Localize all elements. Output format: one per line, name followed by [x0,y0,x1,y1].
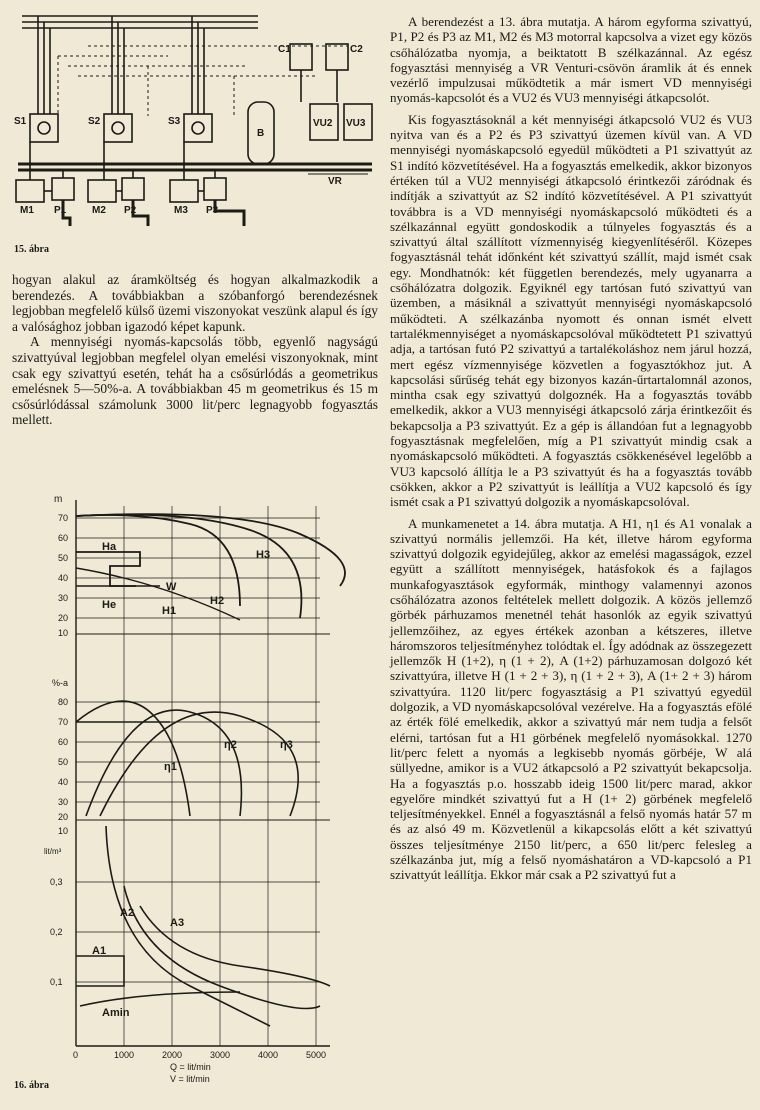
label-vu3: VU3 [346,118,366,129]
label-m1: M1 [20,205,34,216]
label-s2: S2 [88,116,101,127]
eta-tick-60: 60 [58,737,69,747]
x-tick-5000: 5000 [306,1050,327,1060]
a-tick-03: 0,3 [50,877,63,887]
x-tick-1000: 1000 [114,1050,135,1060]
x-label-q: Q = lit/min [170,1062,211,1072]
unit-h: m [54,494,63,505]
unit-eta: %-a [52,678,69,688]
right-paragraph-2: Kis fogyasztásoknál a két mennyiségi átkapcsoló VU2 és VU3 nyitva van és a P2 és P3 szivattyú üzemen kívül van. A VD mennyiségi nyomáskapcsoló egyedül működteti a P1 szivattyút az S1 indító közvetítésével. Ha a fogyasztás emelkedik, akkor bizonyos értéken túl a VU2 mennyiségi átkapcsoló érintkezői záródnak és indítják a szivattyút az S2 indító közvetítésével. A P1 szivattyút továbbra is a VD mennyiségi nyomáskapcsoló működteti és a szélkazánnal együtt gondoskodik a túlnyeles fogyasztás és a szivattyú által szállított vízmennyiség kiegyenlítéséről. Közepes fogyasztásnál tehát időnként két szivattyú szállít, majd ismét csak egy. Mondhatnók: két független berendezés, mely ugyanarra a csőhálózatra dolgozik. Egyiknél egy tartósan futó szivattyú van üzemben, a másiknál a szivattyút mennyiségi nyomáskapcsoló működteti. A szélkazánba nyomott és onnan ismét elvett tartalékmennyiséget a nyomáskapcsolóval működtetett P1 szivattyú adja, a tartósan futó P2 szivattyú a tartalékoláshoz nem járul hozzá, mert egész vízmennyisége közvetlen a fogyasztókhoz jut. A kapcsolási sűrűség tehát egy bizonyos kazán-űrtartalomnál azonos, mintha csak egy szivattyú dolgoznék. Ha a fogyasztás tovább emelkedik, akkor a VU3 mennyiségi átkapcsoló zárja érintkezőit és bekapcsolja a P3 szivattyút. Ez a gép is állandóan fut a legnagyobb fogyasztásnak megfelelően, míg a P1 szivattyút mindig csak a nyomáskapcsoló működteti. A fogyasztás csökkenésével legelőbb a VU3 kapcsoló állítja le a P3 szivattyút és ha a fogyasztás tovább csökken, akkor a P2 szivattyút is leállítja a VU2 kapcsoló és így ismét csak a P1 szivattyú dolgozik a nyomáskapcsolóval. [390,111,752,510]
label-b: B [257,128,265,139]
curve-label-he: He [102,599,117,611]
label-c1: C1 [278,44,291,55]
eta-tick-30: 30 [58,797,69,807]
x-tick-0: 0 [73,1050,79,1060]
a-tick-02: 0,2 [50,927,63,937]
figure-15-caption: 15. ábra [14,244,49,255]
x-tick-4000: 4000 [258,1050,279,1060]
right-column-text [390,14,752,889]
curve-label-a1: A1 [92,945,107,957]
label-c2: C2 [350,44,363,55]
curve-label-a3: A3 [170,917,185,929]
a-tick-01: 0,1 [50,977,63,987]
label-s3: S3 [168,116,181,127]
curve-label-h2: H2 [210,595,225,607]
label-p3: P3 [206,205,219,216]
h-tick-20: 20 [58,613,69,623]
h-tick-30: 30 [58,593,69,603]
eta-tick-70: 70 [58,717,69,727]
figure-16-chart [40,486,378,1086]
h-tick-60: 60 [58,533,69,543]
curve-label-h3: H3 [256,549,271,561]
eta-tick-80: 80 [58,697,69,707]
x-tick-2000: 2000 [162,1050,183,1060]
x-label-v: V = lit/min [170,1074,210,1084]
curve-label-eta1: η1 [164,761,177,773]
label-m3: M3 [174,205,188,216]
label-s1: S1 [14,116,27,127]
label-vr: VR [328,176,342,187]
curve-label-a2: A2 [120,907,135,919]
label-m2: M2 [92,205,106,216]
label-vu2: VU2 [313,118,333,129]
eta-tick-40: 40 [58,777,69,787]
curve-label-h1: H1 [162,605,177,617]
label-p2: P2 [124,205,137,216]
right-paragraph-1: A berendezést a 13. ábra mutatja. A három egyforma szivattyú, P1, P2 és P3 az M1, M2 és M3 motorral kapcsolva a vizet egy közös csőhálózatba nyomja, a beiktatott B szélkazánnal. Az egész fogyasztási mennyiség a VR Venturi-csövön áramlik át és ennek vezérlő impulzusai működtetik a már ismert VD mennyiségi nyomás-kapcsolót és a VU2 és VU3 mennyiségi átkapcsolót. [390,14,752,106]
left-paragraph-1: hogyan alakul az áramköltség és hogyan alkalmazkodik a berendezés. A továbbiakban a szóbanforgó berendezésnek legjobban megfelelő külső üzemi viszonyokat veszünk alapul és így a valósághoz jobban igazodó képet kapunk. [12,272,378,334]
left-paragraph-2: A mennyiségi nyomás-kapcsolás több, egyenlő nagyságú szivattyúval legjobban megfelel olyan emelési viszonyoknak, mint csak egy szivattyú esetén, tehát ha a csősúrlódás a geometrikus emelésnek 5—50%-a. A továbbiakban 45 m geometrikus és 15 m csősúrlódással számolunk 3000 lit/perc legnagyobb fogyasztás mellett. [12,334,378,428]
eta-tick-10: 10 [58,826,69,836]
figure-15-schematic [8,6,376,242]
h-tick-50: 50 [58,553,69,563]
eta-tick-20: 20 [58,812,69,822]
eta-tick-50: 50 [58,757,69,767]
curve-label-ha: Ha [102,541,117,553]
h-tick-10: 10 [58,628,69,638]
unit-a: lit/m³ [44,847,62,856]
label-p1: P1 [54,205,67,216]
curve-label-eta2: η2 [224,739,237,751]
left-column-text [12,272,378,428]
curve-label-w: W [166,581,177,593]
h-tick-70: 70 [58,513,69,523]
figure-16-caption: 16. ábra [14,1080,49,1091]
right-paragraph-3: A munkamenetet a 14. ábra mutatja. A H1, η1 és A1 vonalak a szivattyú normális jellemzői. Ha két, illetve három egyforma szivattyú dolgozik egyidejűleg, akkor az emelési magasságok, ezzel együtt a szállított mennyiségek, hatásfokok és a fajlagos munkafogyasztások egyformák, minthogy valamennyi azonos csőhálózatra azonos feltételek mellett dolgozik. A közös jellemző görbék párhuzamos menetnél tehát hasonlók az egyik szivattyú jellemzőihez, az egyes értékek azonban a kétszeres, illetve háromszoros teljesítményhez tolódtak el. Így adódnak az összegezett jellemzők H (1+2), η (1 + 2), A (1+2) párhuzamosan dolgozó két szivattyúra, illetve H (1 + 2 + 3), η (1 + 2 + 3), A (1+ 2 + 3) három szivattyúra. 1120 lit/perc fogyasztásig a P1 szivattyú egyedül dolgozik, a VD nyomáskapcsolóval vezérelve. Ha a fogyasztás efölé az érték fölé emelkedik, akkor a szivattyú már nem tudja a felsőt elérni, tartósan fut a H1 görbének megfelelő nyomásokkal. 1270 lit/perc felett a nyomás a legkisebb nyomás görbéje, W alá süllyedne, amikor is a VU2 átkapcsoló a P2 szivattyút bekapcsolja. Ha a fogyasztás p.o. hosszabb ideig 1500 lit/perc marad, akkor egyelőre mindkét szivattyú fut a H (1+ 2) görbének megfelelő teljesítményekkel. Ennél a fogyasztásnál a felső nyomás határ 57 m és az alsó 49 m. Közvetlenül a kikapcsolás előtt a két szivattyú összes teljesítménye 2150 lit/perc, a 650 lit/perc felesleg a szélkazánba jut, míg a felső nyomáshatáron a VD-kapcsoló a P1 szivattyút leállítja. Ekkor már csak a P2 szivattyú fut a [390,515,752,883]
curve-label-eta3: η3 [280,739,293,751]
h-tick-40: 40 [58,573,69,583]
x-tick-3000: 3000 [210,1050,231,1060]
curve-label-amin: Amin [102,1007,130,1019]
